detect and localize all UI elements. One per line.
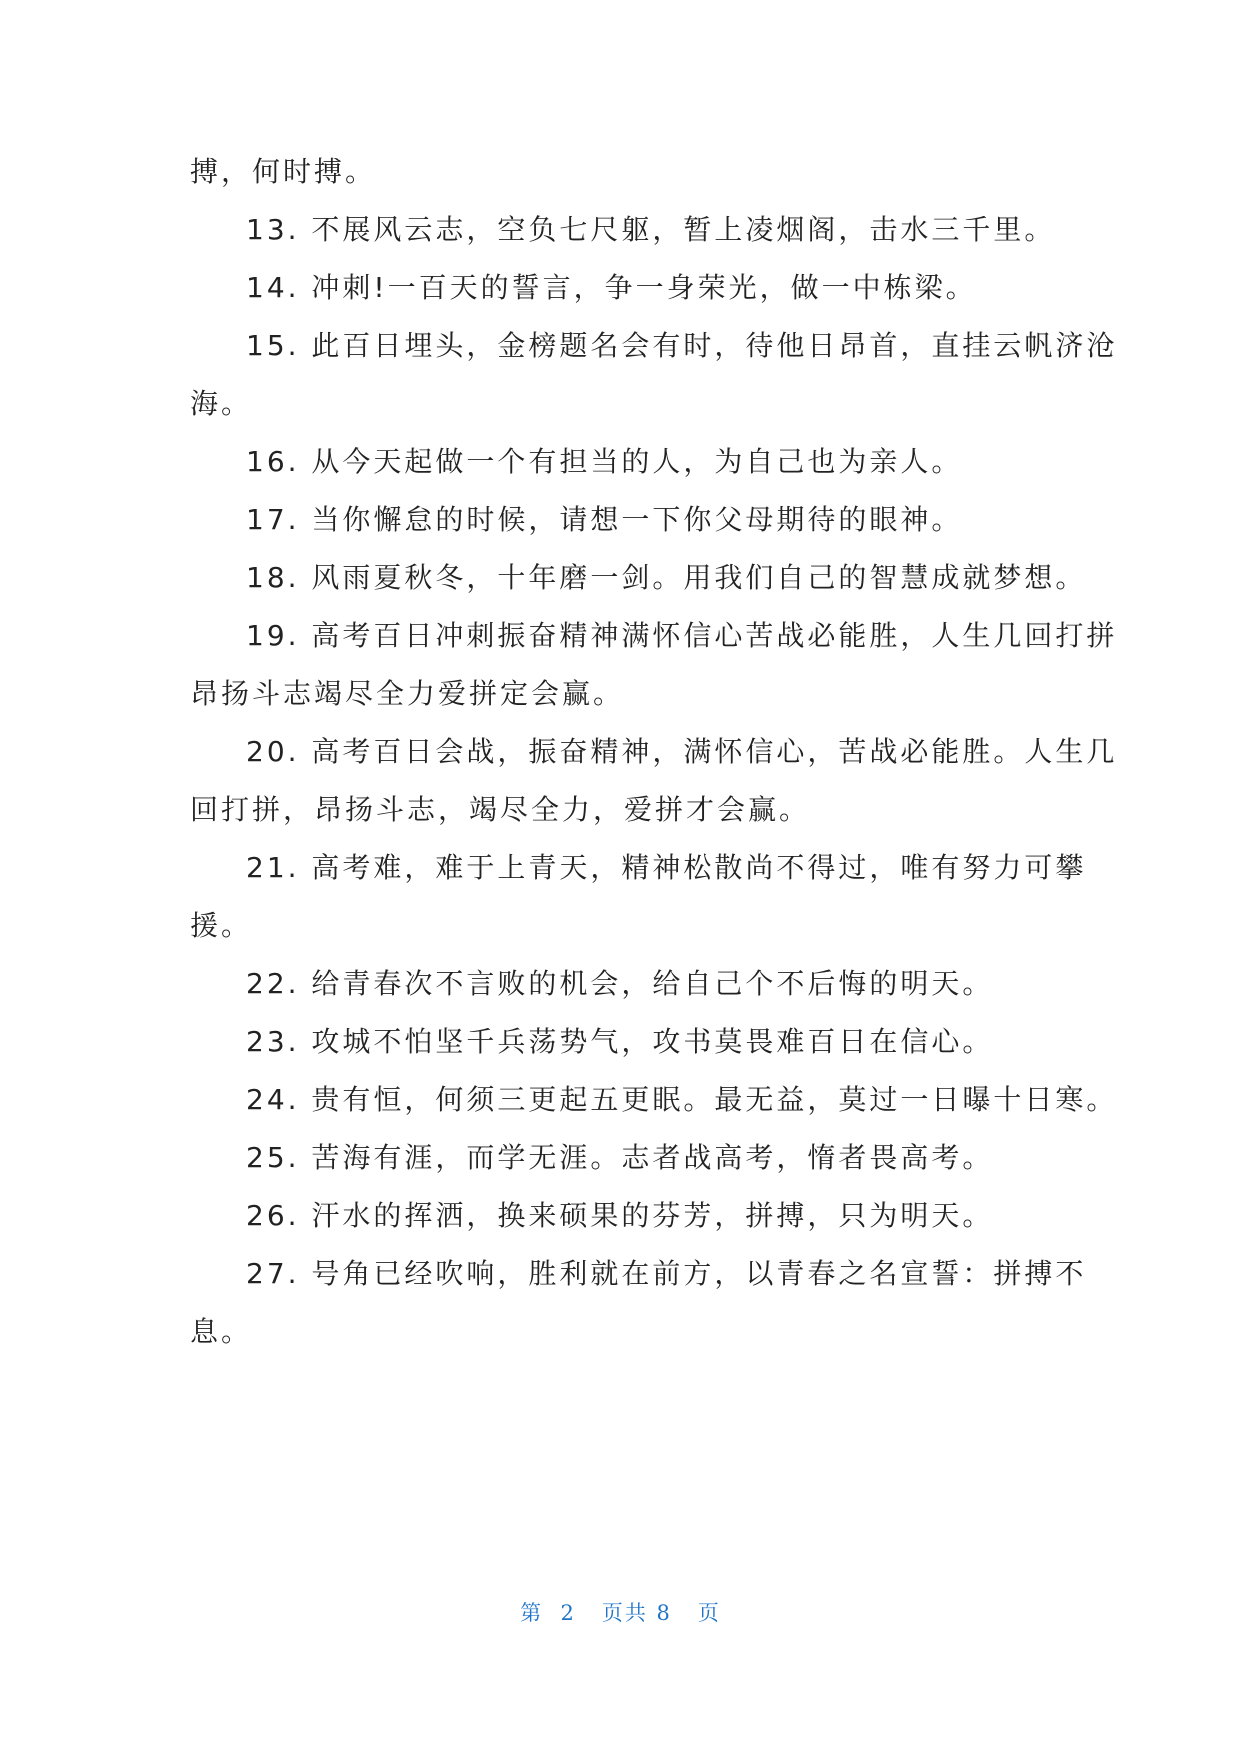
paragraph-line: 15. 此百日埋头，金榜题名会有时，待他日昂首，直挂云帆济沧 <box>246 329 1118 362</box>
paragraph-line: 海。 <box>190 387 253 420</box>
paragraph-line: 27. 号角已经吹响，胜利就在前方，以青春之名宣誓：拼搏不 <box>246 1257 1087 1290</box>
paragraph-line: 回打拼，昂扬斗志，竭尽全力，爱拼才会赢。 <box>190 793 811 826</box>
paragraph-line: 昂扬斗志竭尽全力爱拼定会赢。 <box>190 677 625 710</box>
paragraph-line: 援。 <box>190 909 253 942</box>
paragraph-line: 23. 攻城不怕坚千兵荡势气，攻书莫畏难百日在信心。 <box>246 1025 994 1058</box>
paragraph-line: 16. 从今天起做一个有担当的人，为自己也为亲人。 <box>246 445 963 478</box>
paragraph-line: 24. 贵有恒，何须三更起五更眠。最无益，莫过一日曝十日寒。 <box>246 1083 1118 1116</box>
paragraph-line: 13. 不展风云志，空负七尺躯，暂上凌烟阁，击水三千里。 <box>246 213 1056 246</box>
paragraph-line: 22. 给青春次不言败的机会，给自己个不后悔的明天。 <box>246 967 994 1000</box>
paragraph-line: 19. 高考百日冲刺振奋精神满怀信心苦战必能胜，人生几回打拼 <box>246 619 1118 652</box>
page-footer: 第 2 页共 8 页 <box>520 1601 721 1625</box>
paragraph-line: 搏，何时搏。 <box>190 155 377 188</box>
paragraph-line: 20. 高考百日会战，振奋精神，满怀信心，苦战必能胜。人生几 <box>246 735 1118 768</box>
paragraph-line: 14. 冲刺!一百天的誓言，争一身荣光，做一中栋梁。 <box>246 271 977 304</box>
paragraph-line: 18. 风雨夏秋冬，十年磨一剑。用我们自己的智慧成就梦想。 <box>246 561 1087 594</box>
paragraph-line: 21. 高考难，难于上青天，精神松散尚不得过，唯有努力可攀 <box>246 851 1087 884</box>
paragraph-line: 息。 <box>190 1315 253 1348</box>
paragraph-line: 26. 汗水的挥洒，换来硕果的芬芳，拼搏，只为明天。 <box>246 1199 994 1232</box>
paragraph-line: 25. 苦海有涯，而学无涯。志者战高考，惰者畏高考。 <box>246 1141 994 1174</box>
paragraph-line: 17. 当你懈怠的时候，请想一下你父母期待的眼神。 <box>246 503 963 536</box>
